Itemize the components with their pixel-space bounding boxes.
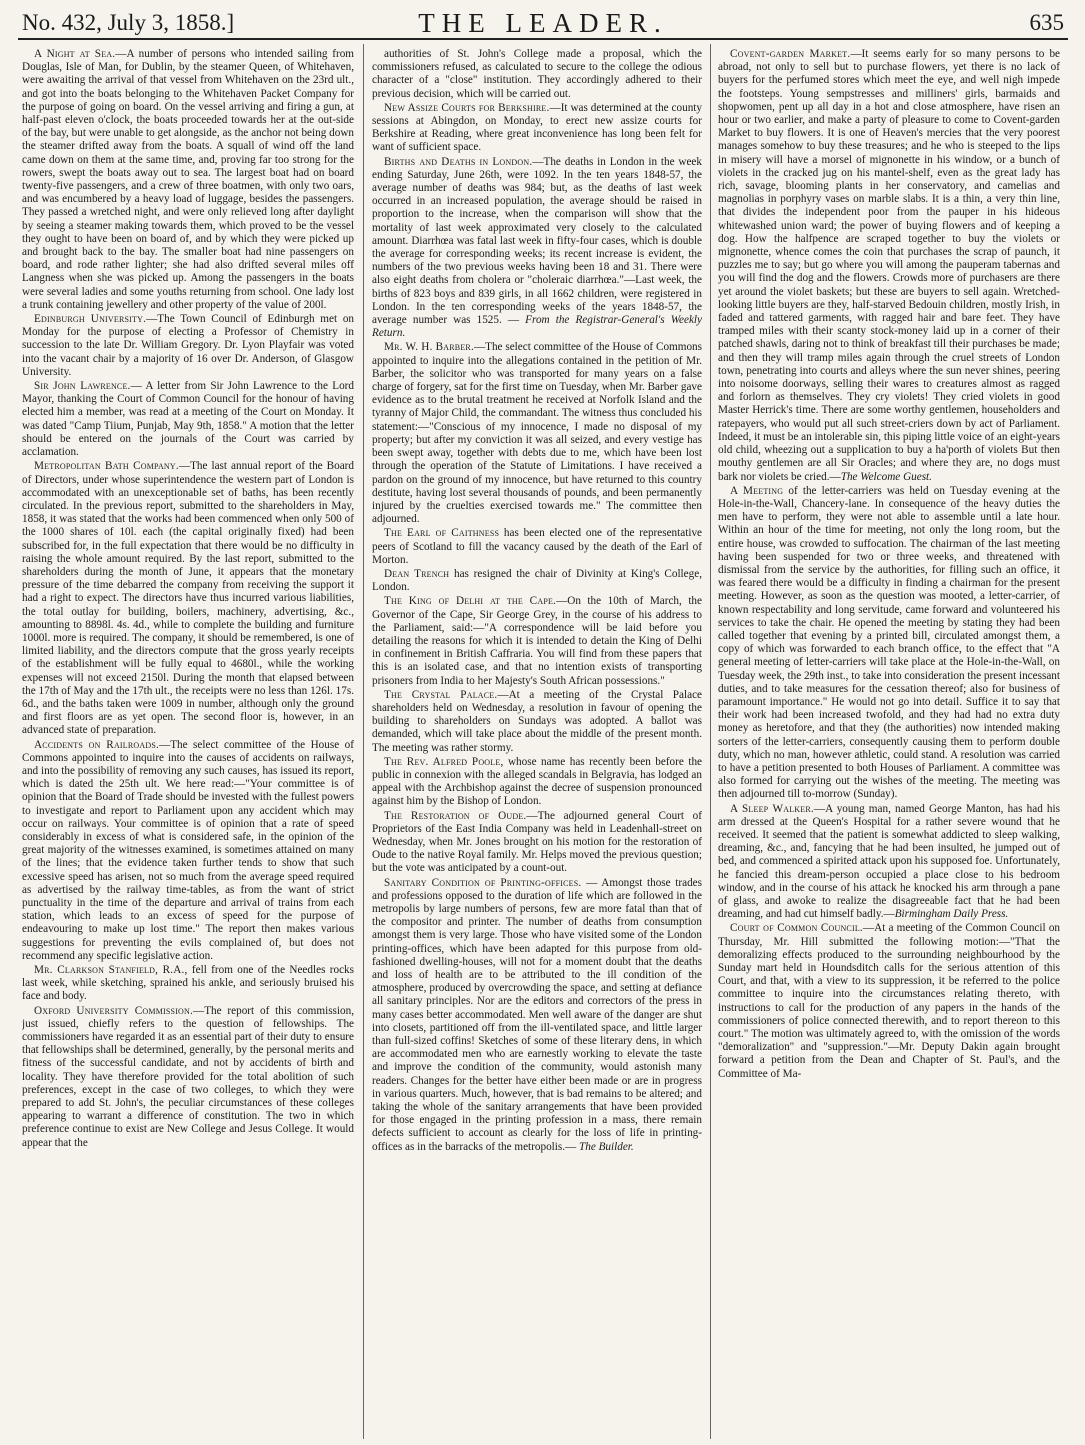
article-text: — Amongst those trades and professions opposed to the duration of life which are followed in the metropolis by large numbers of persons, few are more fatal than that of the compositor and printer. The number of deaths from consumption amongst them is very large. Those who have visited some of the London printing-offices, which have been adapted for this purpose from old-fashioned dwelling-houses, will not for a moment doubt that the deaths and loss of health are to be attributed to the ill condition of the atmosphere, produced by overcrowding the space, and setting at defiance all sanitary principles. Nor are the editors and correctors of the press in many cases better accommodated. Men well aware of the danger are shut into closets, partitioned off from the ill-ventilated space, and little larger than full-sized coffins! Sketches of some of these literary dens, in which are accommodated men who are earnestly working to elevate the taste and improve the condition of the community, would astonish many readers. Changes for the better have either been made or are in progress in various quarters. Much, however, that is bad remains to be altered; and taking the whole of the sanitary arrangements that have been provided for those engaged in the printing profession in a mass, there remain defects sufficient to account as clearly for the loss of life in printing-offices as in the barracks of the metropolis.— <box>372 876 702 1153</box>
article-heading: The Restoration of Oude. <box>384 809 527 822</box>
article-text: —The Town Council of Edinburgh met on Monday for the purpose of electing a Professor of Chemistry in succession to the late Dr. William Gregory. Dr. Lyon Playfair was voted into the vacant chair by a majority of 16 over Dr. Anderson, of Glasgow University. <box>22 313 354 378</box>
article-heading: Edinburgh University. <box>34 313 147 326</box>
article-paragraph <box>718 48 1060 484</box>
article-paragraph <box>22 460 354 737</box>
article-text: —On the 10th of March, the Governor of the Cape, Sir George Grey, in the course of his address to the Parliament, said:—"A correspondence will be laid before you detailing the reasons for which it is intended to detain the King of Delhi in confinement in British Caffraria. You will find from these papers that this is an isolated case, and that no intention exists of transporting prisoners from India to her Majesty's South African possessions." <box>372 595 702 687</box>
article-paragraph <box>372 568 702 594</box>
article-paragraph <box>22 964 354 1004</box>
article-heading: New Assize Courts for Berkshire. <box>384 101 550 114</box>
column-3 <box>718 48 1060 1438</box>
article-text: —The deaths in London in the week ending Saturday, June 26th, were 1092. In the ten years 1848-57, the average number of deaths was 984; but, as the deaths of last week occurred in an increased population, the average should be raised in proportion to the increase, when the comparison will show that the mortality of last week approximated very closely to the calculated amount. Diarrhœa was fatal last week in fifty-four cases, which is double the average for corresponding weeks; its recent increase is evident, the numbers of the two previous weeks having been 18 and 31. There were also eight deaths from cholera or "choleraic diarrhœa."—Last week, the births of 823 boys and 839 girls, in all 1662 children, were registered in London. In the ten corresponding weeks of the years 1848-57, the average number was 1525. — <box>372 155 702 327</box>
column-2 <box>372 48 702 1438</box>
article-paragraph <box>718 803 1060 922</box>
article-text: —A number of persons who intended sailing from Douglas, Isle of Man, for Dublin, by the steamer Queen, of Whitehaven, were awaiting the arrival of that vessel from Whitehaven on the 23rd ult., and got into the boats belonging to the Whitehaven Packet Company for the purpose of going on board. On the vessel arriving and firing a gun, at half-past eleven o'clock, the boats proceeded towards her at the out-side of the bay, but were unable to get alongside, as the anchor not being down the steamer drifted away from the boats. A squall of wind off the land came down on them at the same time, and, proving far too strong for the rowers, swept the boats away out to sea. The largest boat had on board twenty-five passengers, and a crew of three boatmen, with only two oars, and was encumbered by a heavy load of luggage, besides the passengers. They passed a wretched night, and were only relieved long after daylight by seeing a steamer making towards them, which proved to be the vessel they ought to have been on board of, and by which they were picked up and brought back to the bay. The smaller boat had nine passengers on board, and rode rather lighter; she had also drifted several miles off Langness when she was picked up. Among the passengers in the boats were several ladies and some youths returning from school. One lady lost a trunk containing jewellery and other property of the value of 200l. <box>22 48 354 311</box>
article-heading: Dean Trench <box>384 567 450 580</box>
article-heading: A Night at Sea. <box>34 48 116 60</box>
article-text: whose name has recently been before the public in connexion with the alleged scandals in Belgravia, has lodged an appeal with the Archbishop against the decree of suspension pronounced against him by the Bishop of London. <box>372 755 702 808</box>
article-paragraph <box>372 810 702 876</box>
article-text: —The report of this commission, just issued, chiefly refers to the question of fellowships. The commissioners have regarded it as an essential part of their duty to ensure that fellowships shall be determined, generally, by the personal merits and fitness of the successful candidate, and not by accidents of birth and locality. They have therefore provided for the total abolition of such preferences, except in the case of two colleges, to which they were prepared to add St. John's, the peculiar circumstances of these colleges appearing to warrant a difference of constitution. The two in which preference continue to exist are New College and Jesus College. It would appear that the <box>22 1004 354 1149</box>
page-number: 635 <box>1029 10 1064 35</box>
article-heading: Covent-garden Market. <box>730 48 851 60</box>
article-heading: Sir John Lawrence. <box>34 380 131 393</box>
article-text: has resigned the chair of Divinity at King's College, London. <box>372 567 702 594</box>
article-source: From the Registrar-General's Weekly Return. <box>372 314 702 340</box>
article-heading: The Crystal Palace. <box>384 688 498 701</box>
column-divider <box>363 44 364 1439</box>
article-text: —It was determined at the county sessions at Abingdon, on Monday, to erect new assize courts for Berkshire at Reading, where great inconvenience has long been felt for want of sufficient space. <box>372 101 702 154</box>
article-paragraph <box>372 156 702 341</box>
article-paragraph <box>22 380 354 459</box>
article-heading: Mr. Clarkson Stanfield, R.A., <box>34 964 188 977</box>
article-text: —The select committee of the House of Commons appointed to inquire into the causes of accidents on railways, and into the possibility of removing any such causes, has issued its report, which is dated the 25th ult. We here read:—"Your committee is of opinion that the Board of Trade should be invested with the fullest powers to investigate and report to Parliament upon any accident which may occur on railways. Your committee is of opinion that a rate of speed considerably in excess of what is considered safe, in the opinion of the great majority of the witnesses examined, is sometimes attained on many of the lines; that the evidence taken further tends to show that such excessive speed has arisen, not so much from the average speed required as advertised by the railway time-tables, as from the want of strict punctuality in the time of the departure and arrival of trains from each station, which leads to an excess of speed for the purpose of endeavouring to make up lost time." The report then makes various suggestions for preventing the evils complained of, but does not recommend any specific legislative action. <box>22 738 354 962</box>
article-paragraph <box>372 341 702 526</box>
column-divider <box>710 44 711 1439</box>
article-paragraph <box>372 48 702 101</box>
article-text: —At a meeting of the Common Council on Thursday, Mr. Hill submitted the following motion:—"That the demoralizing effects produced to the surrounding neighbourhood by the Sunday mart held in Houndsditch calls for the serious attention of this Court, and that, with a view to its suppression, it be referred to the police committee to inquire into the circumstances relating thereto, with instructions to call for the production of any papers in the hands of the commissioners of police connected therewith, and to report thereon to this court." The motion was ultimately agreed to, with the omission of the words "demoralization" and "suppression."—Mr. Deputy Dakin again brought forward a petition from the Dean and Chapter of St. Paul's, and the Committee of Ma- <box>718 922 1060 1080</box>
article-heading: A Meeting <box>730 484 784 497</box>
article-text: —At a meeting of the Crystal Palace shareholders held on Wednesday, a resolution in favour of opening the building to shareholders on Sundays was adopted. A ballot was demanded, which will take place about the middle of the present month. The meeting was rather stormy. <box>372 688 702 754</box>
article-heading: Births and Deaths in London. <box>384 155 533 168</box>
article-text: —The last annual report of the Board of Directors, under whose superintendence the western part of London is accommodated with an unexceptionable set of baths, has been recently circulated. In the previous report, submitted to the shareholders in May, 1858, it was stated that the works had been commenced when only 500 of the 1000 shares of 10l. each (the capital originally fixed) had been subscribed for, in the full expectation that there would be no difficulty in raising the whole amount required. By the last report, submitted to the shareholders during the month of June, it appears that the monetary pressure of the time debarred the company from receiving the support it had a right to expect. The directors have thus incurred various liabilities, the total outlay for building, boilers, machinery, advertising, &c., amounting to 8898l. 4s. 4d., while to complete the building and furniture 1000l. more is required. The company, it should be remembered, is one of limited liability, and the directors compute that the gross yearly receipts of the establishment will be fully equal to 4680l., while the working expenses will not exceed 2150l. During the month that elapsed between the 17th of May and the 17th ult., the receipts were no less than 126l. 17s. 6d., and the baths taken were 1009 in number, although only the ground and first floors are as yet open. The second floor is, however, in an advanced state of preparation. <box>22 460 354 737</box>
article-text: of the letter-carriers was held on Tuesday evening at the Hole-in-the-Wall, Chancery-lane. In consequence of the heavy duties the men have to perform, they were not able to assemble until a late hour. Within an hour of the time for meeting, not only the long room, but the entire house, was crowded to suffocation. The chairman of the last meeting having been suspended for two or three weeks, and threatened with dismissal from the service by the authorities, for filling such an office, it was feared there would be a difficulty in finding a chairman for the present meeting. However, as soon as the question was mooted, a letter-carrier, of known respectability and long servitude, came forward and volunteered his services to take the chair. He opened the meeting by stating they had been called together that evening by a printed bill, circulated amongst them, a copy of which was forwarded to each branch office, to the effect that "A general meeting of letter-carriers will take place at the Hole-in-the-Wall, on Tuesday week, the 29th inst., to take into consideration the present incessant duties, and to take measures for the cessation thereof; also for business of paramount importance." He would not go into detail. Suffice it to say that their work had been increased twofold, and they had had no extra duty money as heretofore, and that they (the authorities) now intended making sorters of the letter-carriers, consequently causing them to perform double duty, which no man, however athletic, could stand. A resolution was carried to have a petition presented to both Houses of Parliament. A committee was also formed for carrying out the wishes of the meeting. The meeting was then adjourned till to-morrow (Sunday). <box>718 484 1060 801</box>
article-paragraph <box>372 595 702 687</box>
article-heading: The Earl of Caithness <box>384 527 500 540</box>
article-heading: Accidents on Railroads. <box>34 738 159 751</box>
masthead <box>18 6 1068 40</box>
article-source: Birmingham Daily Press. <box>894 908 1009 921</box>
article-heading: The King of Delhi at the Cape. <box>384 595 557 608</box>
article-paragraph <box>372 756 702 809</box>
article-heading: Sanitary Condition of Printing-offices. <box>384 876 582 889</box>
article-paragraph <box>718 922 1060 1080</box>
article-paragraph <box>718 485 1060 802</box>
article-source: The Builder. <box>579 1140 634 1153</box>
article-paragraph <box>372 689 702 755</box>
article-heading: Oxford University Commission. <box>34 1004 194 1017</box>
article-text: — A letter from Sir John Lawrence to the Lord Mayor, thanking the Court of Common Council for the honour of having elected him a member, was read at a meeting of the Court on Monday. It was dated "Camp Tiium, Punjab, May 9th, 1858." A motion that the letter should be entered on the journals of the Court was carried by acclamation. <box>22 380 354 459</box>
article-heading: A Sleep Walker. <box>730 802 814 815</box>
article-paragraph <box>372 877 702 1154</box>
article-text: fell from one of the Needles rocks last week, while sketching, sprained his ankle, and seriously bruised his face and body. <box>22 964 354 1003</box>
article-text: —The adjourned general Court of Proprietors of the East India Company was held in Leadenhall-street on Wednesday, when Mr. Jones brought on his motion for the restoration of Oude to the native Royal family. Mr. Helps moved the previous question; but the vote was anticipated by a count-out. <box>372 809 702 875</box>
column-1 <box>22 48 354 1438</box>
newspaper-title: THE LEADER. <box>418 8 668 38</box>
article-text: —The select committee of the House of Commons appointed to inquire into the allegations contained in the petition of Mr. Barber, the solicitor who was transported for many years on a false charge of forgery, sat for the first time on Tuesday, when Mr. Barber gave evidence as to the brutal treatment he received at Norfolk Island and the tyranny of Major Child, the commandant. The witness thus concluded his statement:—"Conscious of my innocence, I made no disposal of my property; but after my conviction it was all seized, and every vestige has been swept away, together with debts due to me, which have been lost through the operation of the Statute of Limitations. I have received a pardon on the ground of my innocence, but have returned to this country destitute, having lost several thousands of pounds, and been permanently injured by the cruelties exercised towards me." The committee then adjourned. <box>372 341 702 526</box>
article-paragraph <box>22 313 354 379</box>
article-heading: Metropolitan Bath Company. <box>34 460 179 473</box>
article-text: has been elected one of the representative peers of Scotland to fill the vacancy caused by the death of the Earl of Morton. <box>372 527 702 566</box>
article-paragraph <box>372 527 702 567</box>
article-heading: Mr. W. H. Barber. <box>384 341 474 354</box>
issue-date: No. 432, July 3, 1858.] <box>22 10 235 35</box>
article-paragraph <box>22 1005 354 1150</box>
article-paragraph <box>372 102 702 155</box>
article-paragraph <box>22 48 354 312</box>
article-text: —A young man, named George Manton, has had his arm dressed at the Queen's Hospital for a rather severe wound that he received. It seemed that the patient is somewhat addicted to sleep walking, dreaming, &c., and, fancying that he had been insulted, he jumped out of bed, and commenced a spirited attack upon his supposed foe. Unfortunately, he fancied this dream-person occupied a place close to his bedroom window, and in the course of his attack he knocked his arm through a pane of glass, and awoke to realize the disagreeable fact that he had been dreaming, and had cut himself badly.— <box>718 802 1060 921</box>
article-heading: The Rev. Alfred Poole, <box>384 755 504 768</box>
article-text: authorities of St. John's College made a proposal, which the commissioners refused, as calculated to secure to the college the odious character of a "close" institution. They accordingly adhered to their previous decision, which will be carried out. <box>372 48 702 100</box>
article-text: —It seems early for so many persons to be abroad, not only to sell but to purchase flowers, yet there is no lack of buyers for the perfumed stores which meet the eye, and well nigh impede the footsteps. Young sempstresses and milliners' girls, barmaids and shopwomen, pent up all day in a hot and close atmosphere, have risen an hour or two earlier, and make a party of pleasure to come to Covent-garden Market to buy flowers. It is one of Heaven's mercies that the very poorest manages somehow to buy these treasures; and he who is steeped to the lips in misery will have a morsel of mignonette in his window, or a bunch of violets in the cracked jug on his mantel-shelf, even as the great lady has rich, savage, blooming plants in her conservatory, and camelias and magnolias in porphyry vases on marble slabs. It is a thin, a very thin line, that divides the independent poor from the pauper in his hideous whitewashed union ward; the power of buying flowers and of keeping a dog. How the halfpence are scraped together to buy the violets or mignonette, whence comes the coin that purchases the scrap of paunch, it puzzles me to say; but go where you will among the pauperam tabernas and you will find the dog and the flowers. Crowds more of purchasers are there yet around the violet baskets; but these are buyers to sell again. Wretched-looking little buyers are they, half-starved Bedouin children, mostly Irish, in faded and tattered garments, with ragged hair and bare feet. They have tramped miles with their scanty stock-money laid up in a corner of their patched shawls, daring not to think of breakfast till their purchases be made; and then they will tramp miles again through the cruel streets of London town, penetrating into courts and alleys where the sun never shines, peering into noisome doorways, selling their wares to creatures almost as ragged and forlorn as themselves. They cry violets! They cried violets in good Master Herrick's time. There are some worthy gentlemen, householders and ratepayers, who would put all such street-criers down by act of Parliament. Indeed, it must be an intolerable sin, this piping little voice of an eight-years old child, wheezing out a supplication to buy a ha'porth of violets But then mouthy gentlemen are all Sir Oracles; and where they are, no dogs must bark nor violets be cried.— <box>718 48 1060 483</box>
article-paragraph <box>22 739 354 963</box>
article-source: The Welcome Guest. <box>840 470 932 483</box>
article-heading: Court of Common Council. <box>730 922 863 935</box>
